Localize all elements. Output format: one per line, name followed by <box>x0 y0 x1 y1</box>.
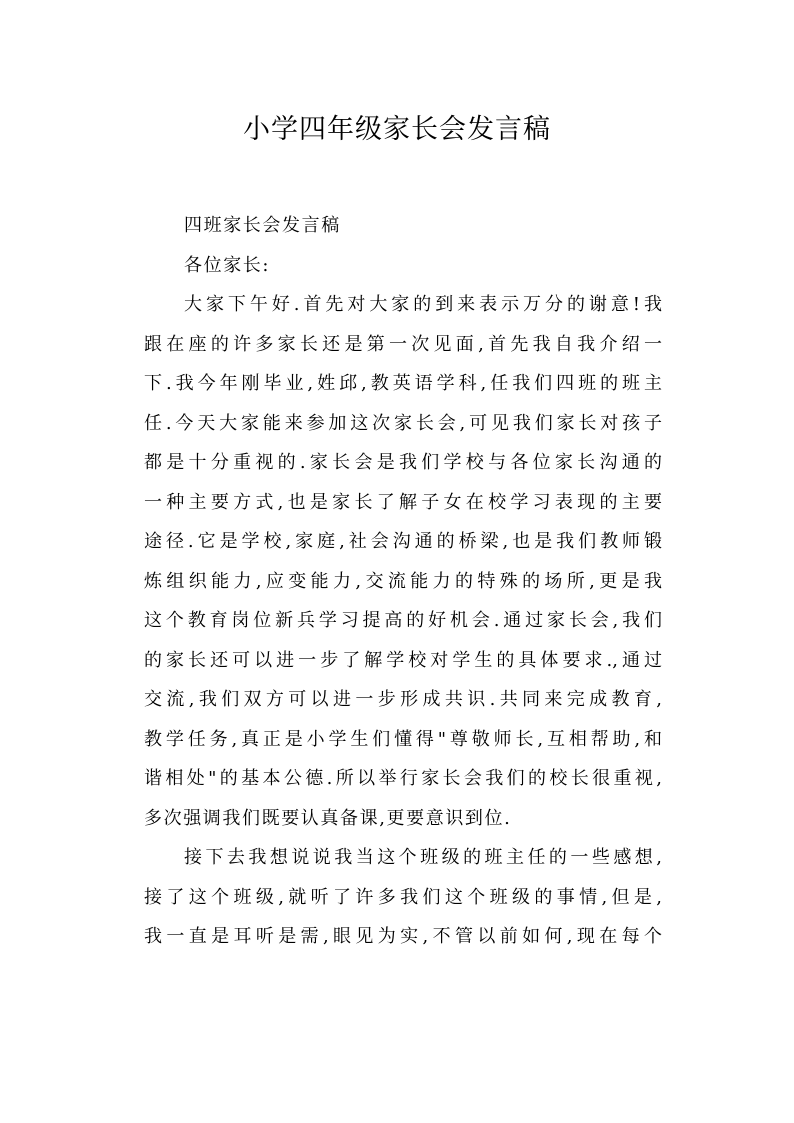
paragraph-1-line: 交流,我们双方可以进一步形成共识.共同来完成教育, <box>144 689 662 710</box>
speech-heading: 四班家长会发言稿 <box>184 215 341 236</box>
paragraph-1-line: 谐相处"的基本公德.所以举行家长会我们的校长很重视, <box>144 768 662 789</box>
paragraph-1-line: 一种主要方式,也是家长了解子女在校学习表现的主要 <box>144 491 662 513</box>
paragraph-1-line: 炼组织能力,应变能力,交流能力的特殊的场所,更是我 <box>144 570 662 592</box>
paragraph-1-line: 下.我今年刚毕业,姓邱,教英语学科,任我们四班的班主 <box>144 373 662 394</box>
document-title: 小学四年级家长会发言稿 <box>243 114 551 145</box>
salutation: 各位家长: <box>184 254 271 276</box>
paragraph-1-line: 多次强调我们既要认真备课,更要意识到位. <box>144 807 512 829</box>
paragraph-1-line: 跟在座的许多家长还是第一次见面,首先我自我介绍一 <box>144 333 662 355</box>
paragraph-1-line: 任.今天大家能来参加这次家长会,可见我们家长对孩子 <box>144 412 662 434</box>
paragraph-1-line: 都是十分重视的.家长会是我们学校与各位家长沟通的 <box>144 452 662 473</box>
paragraph-1-line: 这个教育岗位新兵学习提高的好机会.通过家长会,我们 <box>144 610 662 631</box>
paragraph-2-line: 接下去我想说说我当这个班级的班主任的一些感想, <box>184 847 662 868</box>
paragraph-1-line: 途径.它是学校,家庭,社会沟通的桥梁,也是我们教师锻 <box>144 531 662 552</box>
paragraph-1-line: 的家长还可以进一步了解学校对学生的具体要求.,通过 <box>144 649 662 671</box>
paragraph-1-line: 大家下午好.首先对大家的到来表示万分的谢意!我 <box>184 294 662 315</box>
paragraph-2-line: 我一直是耳听是需,眼见为实,不管以前如何,现在每个 <box>144 926 662 947</box>
paragraph-2-line: 接了这个班级,就听了许多我们这个班级的事情,但是, <box>144 886 662 908</box>
paragraph-1-line: 教学任务,真正是小学生们懂得"尊敬师长,互相帮助,和 <box>144 728 662 750</box>
document-body <box>144 206 662 957</box>
